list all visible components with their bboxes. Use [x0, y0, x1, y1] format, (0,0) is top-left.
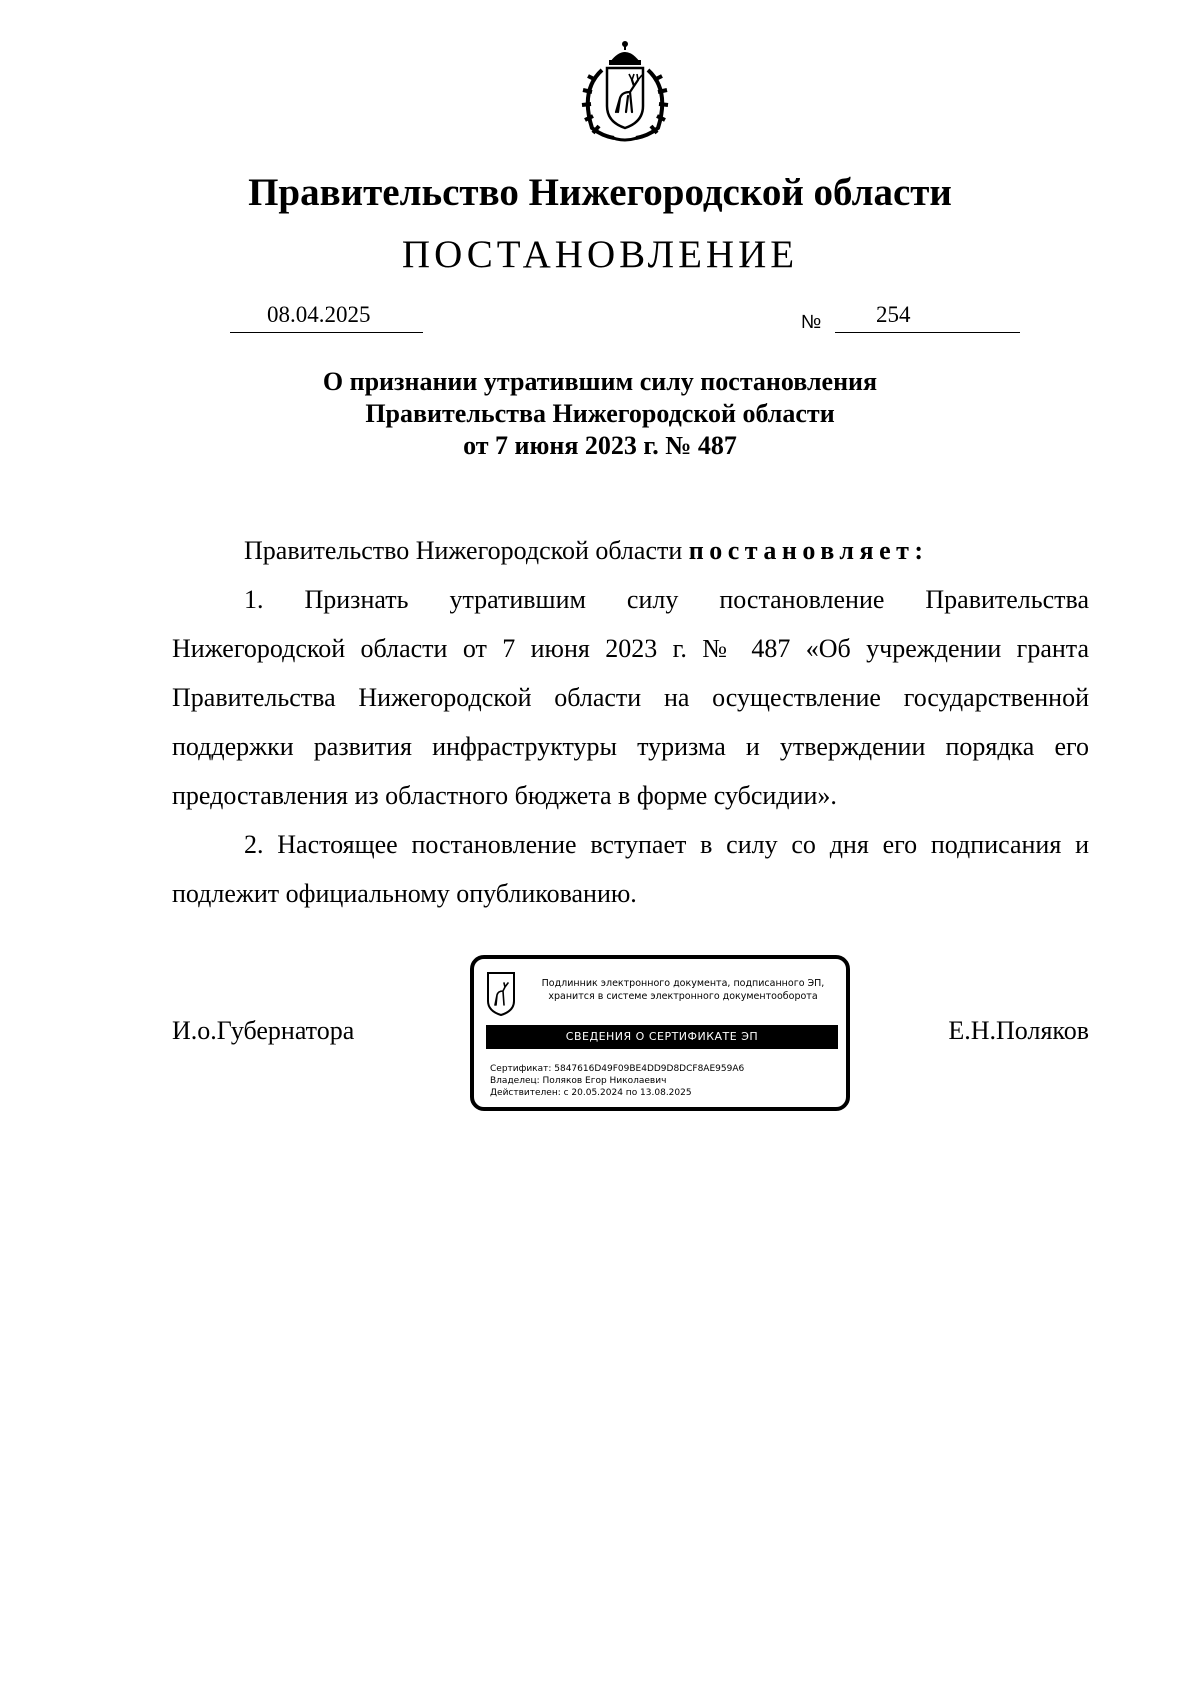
coat-of-arms-emblem [572, 40, 678, 144]
certificate-details [490, 1063, 744, 1099]
item-2-paragraph: 2. Настоящее постановление вступает в силу со дня его подписания и подлежит официальному опубликованию. [172, 830, 1089, 908]
stamp-header-line-2: хранится в системе электронного документооборота [548, 991, 818, 1002]
electronic-signature-stamp [470, 955, 850, 1111]
document-number: 254 [876, 302, 911, 327]
title-line-1: О признании утратившим силу постановления [322, 367, 878, 396]
document-date: 08.04.2025 [267, 302, 371, 327]
document-type: ПОСТАНОВЛЕНИЕ [401, 233, 799, 276]
intro-suffix: : [914, 536, 924, 565]
signatory-position: И.о.Губернатора [172, 1016, 355, 1045]
signatory-name: Е.Н.Поляков [948, 1016, 1089, 1045]
organization-title: Правительство Нижегородской области [248, 171, 952, 214]
stamp-header [520, 977, 846, 1003]
document-date-field [230, 302, 423, 333]
document-title [0, 366, 1200, 462]
item-1-paragraph: 1. Признать утратившим силу постановление Правительства Нижегородской области от 7 июня 2023 г. № 487 «Об учреждении гранта Правительства Нижегородской области на осуществление государственной поддержки развития инфраструктуры туризма и утверждении порядка его предоставления из областного бюджета в форме субсидии». [172, 585, 1089, 810]
certificate-info-bar: СВЕДЕНИЯ О СЕРТИФИКАТЕ ЭП [486, 1025, 838, 1049]
certificate-validity: Действителен: с 20.05.2024 по 13.08.2025 [490, 1088, 692, 1098]
title-line-2: Правительства Нижегородской области [365, 399, 835, 428]
title-line-3: от 7 июня 2023 г. № 487 [463, 431, 737, 460]
intro-prefix: Правительство Нижегородской области [244, 536, 689, 565]
document-number-field [835, 302, 1020, 333]
certificate-serial: Сертификат: 5847616D49F09BE4DD9D8DCF8AE959A6 [490, 1064, 745, 1074]
stamp-shield-icon [486, 971, 516, 1017]
certificate-owner: Владелец: Поляков Егор Николаевич [490, 1076, 667, 1086]
document-body [172, 526, 1089, 918]
intro-paragraph [172, 526, 1089, 575]
decree-word: постановляет [688, 536, 915, 565]
number-sign: № [801, 312, 822, 333]
stamp-header-line-1: Подлинник электронного документа, подписанного ЭП, [541, 978, 825, 989]
